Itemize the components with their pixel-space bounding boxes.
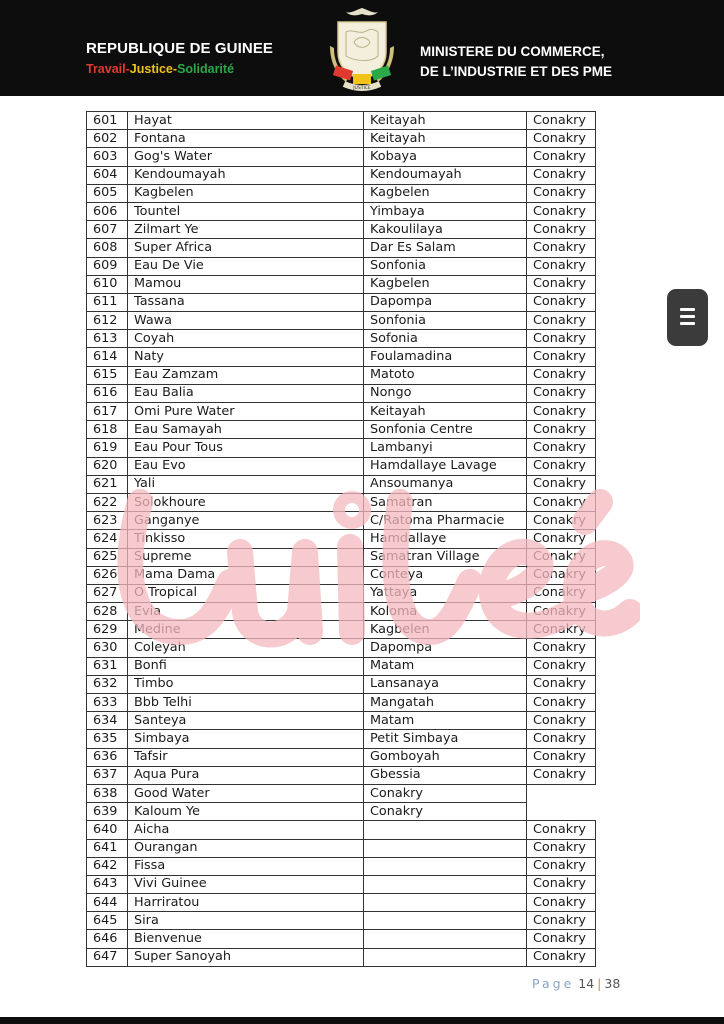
brand-name-cell: Fissa	[128, 857, 364, 875]
city-cell: Conakry	[527, 493, 596, 511]
city-cell: Conakry	[527, 730, 596, 748]
row-number-cell: 610	[87, 275, 128, 293]
motto-word: Solidarité	[177, 62, 235, 76]
table-row	[87, 839, 596, 857]
current-page: 14	[578, 976, 595, 991]
location-cell: Lambanyi	[364, 439, 527, 457]
ministry-block	[420, 42, 630, 82]
brand-name-cell: Bbb Telhi	[128, 694, 364, 712]
city-cell: Conakry	[527, 202, 596, 220]
row-number-cell: 611	[87, 293, 128, 311]
table-row	[87, 694, 596, 712]
city-cell: Conakry	[527, 312, 596, 330]
brand-name-cell: Zilmart Ye	[128, 221, 364, 239]
city-cell: Conakry	[527, 875, 596, 893]
table-row	[87, 384, 596, 402]
table-row	[87, 675, 596, 693]
location-cell: Gomboyah	[364, 748, 527, 766]
row-number-cell: 633	[87, 694, 128, 712]
location-cell: Kagbelen	[364, 275, 527, 293]
row-number-cell: 643	[87, 875, 128, 893]
city-cell: Conakry	[527, 221, 596, 239]
page-number	[532, 976, 620, 991]
location-cell: Petit Simbaya	[364, 730, 527, 748]
brand-name-cell: Santeya	[128, 712, 364, 730]
city-cell: Conakry	[527, 293, 596, 311]
brand-name-cell: Kaloum Ye	[128, 803, 364, 821]
brand-name-cell: Tafsir	[128, 748, 364, 766]
location-cell: Sonfonia	[364, 312, 527, 330]
table-row	[87, 275, 596, 293]
city-cell: Conakry	[527, 166, 596, 184]
row-number-cell: 606	[87, 202, 128, 220]
location-cell: Lansanaya	[364, 675, 527, 693]
location-cell: Kobaya	[364, 148, 527, 166]
location-cell: Keitayah	[364, 403, 527, 421]
ministry-line-2: DE L’INDUSTRIE ET DES PME	[420, 64, 613, 79]
location-cell	[364, 912, 527, 930]
location-cell: Conteya	[364, 566, 527, 584]
location-cell: Dapompa	[364, 639, 527, 657]
city-cell: Conakry	[527, 366, 596, 384]
brand-name-cell: Eau Pour Tous	[128, 439, 364, 457]
ministry-line-1: MINISTERE DU COMMERCE,	[420, 44, 605, 59]
location-cell: Sonfonia	[364, 257, 527, 275]
menu-icon-bar	[680, 322, 695, 325]
row-number-cell: 626	[87, 566, 128, 584]
table-row	[87, 548, 596, 566]
location-cell: Dapompa	[364, 293, 527, 311]
row-number-cell: 646	[87, 930, 128, 948]
brand-name-cell: Fontana	[128, 130, 364, 148]
table-row	[87, 366, 596, 384]
location-cell: Kakoulilaya	[364, 221, 527, 239]
row-number-cell: 615	[87, 366, 128, 384]
national-motto	[86, 62, 296, 76]
location-cell: Koloma	[364, 603, 527, 621]
location-cell	[364, 821, 527, 839]
table-row	[87, 784, 596, 802]
row-number-cell: 630	[87, 639, 128, 657]
brand-name-cell: Eau Evo	[128, 457, 364, 475]
location-cell	[364, 857, 527, 875]
row-number-cell: 635	[87, 730, 128, 748]
city-cell: Conakry	[527, 148, 596, 166]
city-cell: Conakry	[527, 584, 596, 602]
brand-name-cell: Eau Samayah	[128, 421, 364, 439]
row-number-cell: 616	[87, 384, 128, 402]
city-cell: Conakry	[527, 512, 596, 530]
row-number-cell: 617	[87, 403, 128, 421]
brand-name-cell: Solokhoure	[128, 493, 364, 511]
city-cell: Conakry	[527, 857, 596, 875]
row-number-cell: 601	[87, 112, 128, 130]
city-cell: Conakry	[527, 348, 596, 366]
location-cell: Samatran Village	[364, 548, 527, 566]
location-cell: Matam	[364, 657, 527, 675]
coat-of-arms-emblem	[316, 2, 408, 94]
city-cell: Conakry	[527, 457, 596, 475]
city-cell: Conakry	[527, 112, 596, 130]
table-row	[87, 239, 596, 257]
location-cell: Kagbelen	[364, 621, 527, 639]
brand-name-cell: Gog's Water	[128, 148, 364, 166]
table-row	[87, 293, 596, 311]
row-number-cell: 639	[87, 803, 128, 821]
brand-name-cell: Mamou	[128, 275, 364, 293]
city-cell: Conakry	[527, 384, 596, 402]
city-cell: Conakry	[527, 421, 596, 439]
city-cell: Conakry	[527, 639, 596, 657]
table-row	[87, 948, 596, 966]
city-cell: Conakry	[527, 566, 596, 584]
brand-name-cell: Simbaya	[128, 730, 364, 748]
brand-name-cell: Super Africa	[128, 239, 364, 257]
table-row	[87, 475, 596, 493]
table-row	[87, 112, 596, 130]
row-number-cell: 628	[87, 603, 128, 621]
brand-name-cell: O Tropical	[128, 584, 364, 602]
table-row	[87, 493, 596, 511]
brand-name-cell: Yali	[128, 475, 364, 493]
motto-dash: -	[125, 62, 130, 76]
table-row	[87, 202, 596, 220]
location-cell: C/Ratoma Pharmacie	[364, 512, 527, 530]
brand-name-cell: Eau Balia	[128, 384, 364, 402]
city-cell: Conakry	[527, 930, 596, 948]
city-cell: Conakry	[527, 621, 596, 639]
menu-icon-bar	[680, 308, 695, 311]
table-row	[87, 803, 596, 821]
brand-name-cell: Eau De Vie	[128, 257, 364, 275]
city-cell: Conakry	[527, 439, 596, 457]
location-cell: Matoto	[364, 366, 527, 384]
row-number-cell: 609	[87, 257, 128, 275]
table-row	[87, 639, 596, 657]
city-cell: Conakry	[527, 821, 596, 839]
table-row	[87, 148, 596, 166]
table-row	[87, 457, 596, 475]
city-cell: Conakry	[527, 748, 596, 766]
brand-registry-table	[86, 111, 596, 967]
brand-name-cell: Naty	[128, 348, 364, 366]
location-cell: Foulamadina	[364, 348, 527, 366]
location-cell: Yattaya	[364, 584, 527, 602]
location-cell: Conakry	[364, 784, 527, 802]
brand-name-cell: Supreme	[128, 548, 364, 566]
table-row	[87, 530, 596, 548]
row-number-cell: 604	[87, 166, 128, 184]
city-cell: Conakry	[527, 403, 596, 421]
brand-name-cell: Good Water	[128, 784, 364, 802]
row-number-cell: 620	[87, 457, 128, 475]
side-menu-button[interactable]	[667, 289, 708, 346]
brand-name-cell: Coleyah	[128, 639, 364, 657]
brand-name-cell: Omi Pure Water	[128, 403, 364, 421]
table-row	[87, 184, 596, 202]
table-row	[87, 566, 596, 584]
row-number-cell: 647	[87, 948, 128, 966]
city-cell: Conakry	[527, 275, 596, 293]
location-cell: Sonfonia Centre	[364, 421, 527, 439]
city-cell: Conakry	[527, 257, 596, 275]
location-cell: Nongo	[364, 384, 527, 402]
location-cell: Gbessia	[364, 766, 527, 784]
city-cell: Conakry	[527, 548, 596, 566]
location-cell: Samatran	[364, 493, 527, 511]
city-cell	[527, 803, 596, 821]
row-number-cell: 605	[87, 184, 128, 202]
city-cell: Conakry	[527, 675, 596, 693]
table-row	[87, 312, 596, 330]
table-row	[87, 257, 596, 275]
city-cell: Conakry	[527, 184, 596, 202]
row-number-cell: 644	[87, 894, 128, 912]
row-number-cell: 613	[87, 330, 128, 348]
row-number-cell: 629	[87, 621, 128, 639]
country-block	[86, 40, 296, 76]
city-cell: Conakry	[527, 766, 596, 784]
row-number-cell: 642	[87, 857, 128, 875]
motto-word: Travail	[86, 62, 126, 76]
location-cell	[364, 894, 527, 912]
row-number-cell: 640	[87, 821, 128, 839]
location-cell	[364, 930, 527, 948]
total-pages: 38	[604, 976, 621, 991]
row-number-cell: 619	[87, 439, 128, 457]
table-row	[87, 912, 596, 930]
table-row	[87, 821, 596, 839]
row-number-cell: 631	[87, 657, 128, 675]
row-number-cell: 612	[87, 312, 128, 330]
table-row	[87, 621, 596, 639]
city-cell: Conakry	[527, 894, 596, 912]
city-cell: Conakry	[527, 694, 596, 712]
brand-name-cell: Super Sanoyah	[128, 948, 364, 966]
location-cell: Yimbaya	[364, 202, 527, 220]
location-cell: Ansoumanya	[364, 475, 527, 493]
row-number-cell: 638	[87, 784, 128, 802]
brand-name-cell: Mama Dama	[128, 566, 364, 584]
brand-name-cell: Bienvenue	[128, 930, 364, 948]
brand-name-cell: Evia	[128, 603, 364, 621]
table-row	[87, 857, 596, 875]
brand-name-cell: Eau Zamzam	[128, 366, 364, 384]
row-number-cell: 634	[87, 712, 128, 730]
location-cell: Keitayah	[364, 112, 527, 130]
brand-name-cell: Aicha	[128, 821, 364, 839]
table-row	[87, 930, 596, 948]
location-cell: Conakry	[364, 803, 527, 821]
table-row	[87, 421, 596, 439]
row-number-cell: 625	[87, 548, 128, 566]
brand-name-cell: Tountel	[128, 202, 364, 220]
row-number-cell: 618	[87, 421, 128, 439]
row-number-cell: 624	[87, 530, 128, 548]
location-cell: Sofonia	[364, 330, 527, 348]
city-cell: Conakry	[527, 530, 596, 548]
city-cell: Conakry	[527, 475, 596, 493]
row-number-cell: 623	[87, 512, 128, 530]
table-row	[87, 584, 596, 602]
city-cell: Conakry	[527, 839, 596, 857]
row-number-cell: 641	[87, 839, 128, 857]
table-row	[87, 657, 596, 675]
table-row	[87, 730, 596, 748]
row-number-cell: 621	[87, 475, 128, 493]
location-cell: Kendoumayah	[364, 166, 527, 184]
table-row	[87, 766, 596, 784]
brand-name-cell: Wawa	[128, 312, 364, 330]
brand-name-cell: Tassana	[128, 293, 364, 311]
table-row	[87, 166, 596, 184]
page-label: Page	[532, 976, 575, 991]
table-row	[87, 603, 596, 621]
table-row	[87, 330, 596, 348]
table-row	[87, 348, 596, 366]
brand-name-cell: Aqua Pura	[128, 766, 364, 784]
row-number-cell: 608	[87, 239, 128, 257]
table-row	[87, 894, 596, 912]
brand-name-cell: Ourangan	[128, 839, 364, 857]
table-row	[87, 130, 596, 148]
row-number-cell: 602	[87, 130, 128, 148]
motto-word: Justice	[129, 62, 173, 76]
table-row	[87, 712, 596, 730]
location-cell: Hamdallaye Lavage	[364, 457, 527, 475]
location-cell: Dar Es Salam	[364, 239, 527, 257]
location-cell	[364, 875, 527, 893]
brand-name-cell: Tinkisso	[128, 530, 364, 548]
location-cell: Matam	[364, 712, 527, 730]
footer-bar	[0, 1017, 724, 1024]
row-number-cell: 637	[87, 766, 128, 784]
row-number-cell: 632	[87, 675, 128, 693]
brand-name-cell: Harriratou	[128, 894, 364, 912]
row-number-cell: 614	[87, 348, 128, 366]
brand-name-cell: Kendoumayah	[128, 166, 364, 184]
row-number-cell: 636	[87, 748, 128, 766]
location-cell: Mangatah	[364, 694, 527, 712]
country-title: REPUBLIQUE DE GUINEE	[86, 40, 274, 57]
brand-name-cell: Hayat	[128, 112, 364, 130]
city-cell: Conakry	[527, 239, 596, 257]
row-number-cell: 622	[87, 493, 128, 511]
location-cell: Keitayah	[364, 130, 527, 148]
brand-name-cell: Sira	[128, 912, 364, 930]
menu-icon-bar	[680, 315, 695, 318]
location-cell: Hamdallaye	[364, 530, 527, 548]
table-row	[87, 748, 596, 766]
brand-name-cell: Timbo	[128, 675, 364, 693]
city-cell: Conakry	[527, 657, 596, 675]
city-cell	[527, 784, 596, 802]
city-cell: Conakry	[527, 603, 596, 621]
row-number-cell: 603	[87, 148, 128, 166]
table-row	[87, 403, 596, 421]
location-cell	[364, 839, 527, 857]
brand-name-cell: Coyah	[128, 330, 364, 348]
document-header	[0, 0, 724, 96]
table-body	[87, 112, 596, 967]
brand-name-cell: Ganganye	[128, 512, 364, 530]
location-cell	[364, 948, 527, 966]
row-number-cell: 607	[87, 221, 128, 239]
emblem-ribbon-text: JUSTICE	[353, 86, 371, 91]
table-row	[87, 512, 596, 530]
brand-name-cell: Vivi Guinee	[128, 875, 364, 893]
table-row	[87, 439, 596, 457]
page-separator: |	[597, 976, 602, 991]
table-row	[87, 875, 596, 893]
row-number-cell: 627	[87, 584, 128, 602]
city-cell: Conakry	[527, 912, 596, 930]
brand-name-cell: Kagbelen	[128, 184, 364, 202]
location-cell: Kagbelen	[364, 184, 527, 202]
brand-name-cell: Medine	[128, 621, 364, 639]
brand-name-cell: Bonfi	[128, 657, 364, 675]
city-cell: Conakry	[527, 330, 596, 348]
city-cell: Conakry	[527, 130, 596, 148]
row-number-cell: 645	[87, 912, 128, 930]
motto-dash: -	[172, 62, 178, 76]
city-cell: Conakry	[527, 712, 596, 730]
table-row	[87, 221, 596, 239]
city-cell: Conakry	[527, 948, 596, 966]
